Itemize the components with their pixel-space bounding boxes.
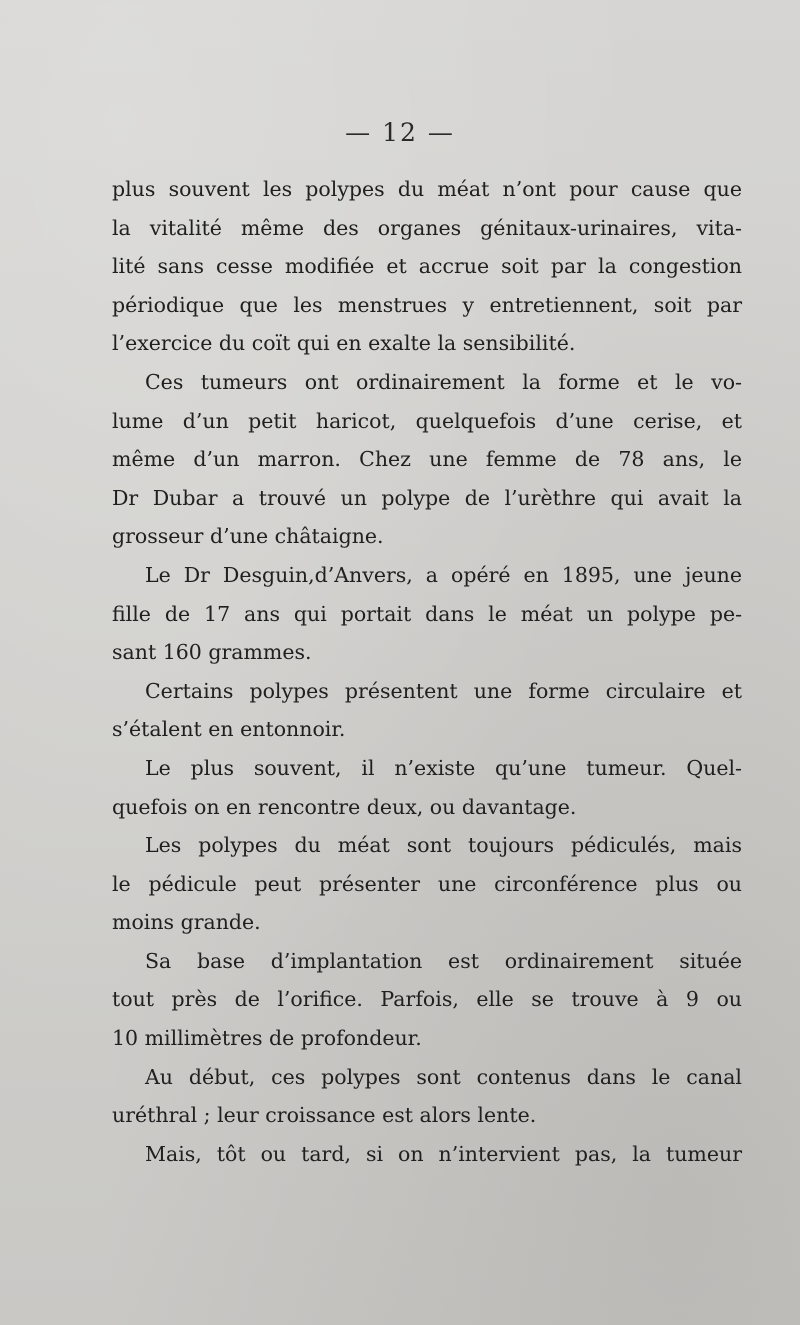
text-line: Au début, ces polypes sont contenus dans le canal: [145, 1064, 742, 1089]
page-number: — 12 —: [345, 118, 455, 147]
text-line: moins grande.: [112, 910, 261, 935]
text-line: Dr Dubar a trouvé un polype de l’urèthre qui avait la: [112, 485, 742, 510]
text-line: même d’un marron. Chez une femme de 78 ans, le: [112, 447, 742, 472]
text-line: grosseur d’une châtaigne.: [112, 524, 384, 549]
text-line: quefois on en rencontre deux, ou davantage.: [112, 794, 577, 819]
text-line: Le plus souvent, il n’existe qu’une tumeur. Quel-: [145, 755, 742, 780]
text-line: Certains polypes présentent une forme circulaire et: [145, 678, 742, 703]
text-line: tout près de l’orifice. Parfois, elle se trouve à 9 ou: [112, 987, 742, 1012]
text-line: la vitalité même des organes génitaux-urinaires, vita-: [112, 215, 742, 240]
text-line: plus souvent les polypes du méat n’ont pour cause que: [112, 177, 742, 201]
text-line: 10 millimètres de profondeur.: [112, 1026, 422, 1051]
text-line: le pédicule peut présenter une circonférence plus ou: [112, 871, 742, 896]
text-line: lume d’un petit haricot, quelquefois d’une cerise, et: [112, 408, 742, 433]
text-line: Sa base d’implantation est ordinairement située: [145, 948, 742, 973]
text-line: lité sans cesse modifiée et accrue soit par la congestion: [112, 254, 742, 279]
body-text: [112, 170, 742, 1173]
text-line: fille de 17 ans qui portait dans le méat un polype pe-: [112, 601, 742, 626]
text-line: uréthral ; leur croissance est alors lente.: [112, 1103, 537, 1128]
text-line: Les polypes du méat sont toujours pédiculés, mais: [145, 833, 742, 858]
text-line: Le Dr Desguin,d’Anvers, a opéré en 1895, une jeune: [145, 562, 742, 587]
text-line: périodique que les menstrues y entretiennent, soit par: [112, 292, 742, 317]
text-line: l’exercice du coït qui en exalte la sensibilité.: [112, 331, 576, 356]
text-line: sant 160 grammes.: [112, 640, 312, 665]
text-line: Mais, tôt ou tard, si on n’intervient pas, la tumeur: [145, 1141, 742, 1166]
text-line: Ces tumeurs ont ordinairement la forme et le vo-: [145, 369, 742, 394]
text-line: s’étalent en entonnoir.: [112, 717, 346, 742]
